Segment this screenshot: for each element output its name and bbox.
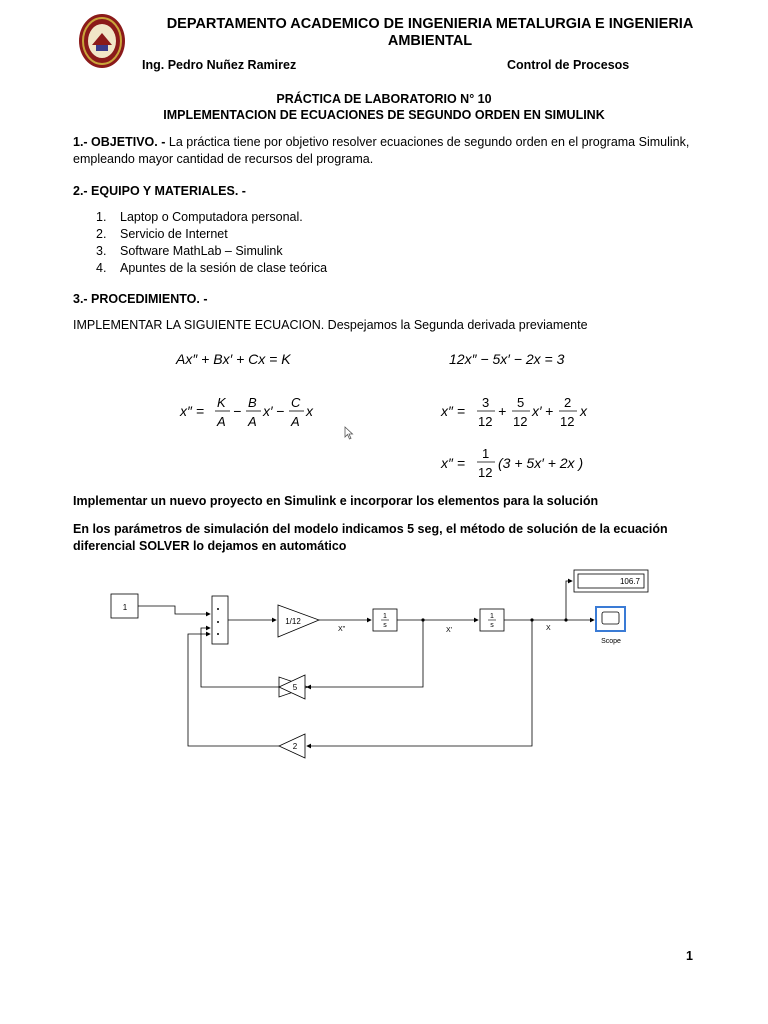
equipment-item [96, 226, 327, 243]
frac-3-den: 12 [478, 414, 493, 429]
equipment-item [96, 260, 327, 277]
plus-1: + [498, 403, 507, 419]
display-value: 106.7 [619, 577, 640, 586]
frac-k-num: K [217, 395, 226, 410]
gain-2-label: 2 [292, 742, 298, 751]
simulink-diagram [100, 562, 660, 762]
x-1: x [306, 403, 313, 419]
frac-2-den: 12 [560, 414, 575, 429]
equipment-item-number: 1. [96, 210, 107, 224]
sum-block[interactable] [212, 596, 228, 644]
frac-1-num: 1 [482, 446, 490, 461]
frac-2-num: 2 [564, 395, 572, 410]
frac-3-num: 3 [482, 395, 490, 410]
equipment-item-label: Software MathLab – Simulink [120, 244, 283, 258]
procedure-step-2a: En los parámetros de simulación del modelo indicamos 5 seg, el método de solución de la ecuación [73, 522, 668, 536]
equation-general: Ax″ + Bx′ + Cx = K [176, 351, 291, 367]
author-name: Ing. Pedro Nuñez Ramirez [142, 58, 297, 72]
objective-text-2: empleando mayor cantidad de recursos del programa. [73, 152, 374, 166]
equipment-heading: 2.- EQUIPO Y MATERIALES. - [73, 184, 246, 198]
frac-c-num: C [291, 395, 301, 410]
constant-value: 1 [122, 603, 128, 612]
equipment-item-number: 2. [96, 227, 107, 241]
header-title [130, 16, 730, 50]
equipment-item-number: 3. [96, 244, 107, 258]
signal-label-xpp: X" [338, 626, 346, 633]
frac-k-den: A [217, 414, 226, 429]
signal-label-x: X [546, 625, 551, 632]
equation-general-lhs: x″ = [180, 403, 205, 419]
equation-final-lhs: x″ = [441, 455, 466, 471]
header-line-2: AMBIENTAL [387, 33, 473, 49]
frac-5-den: 12 [513, 414, 528, 429]
gain-main-label: 1/12 [285, 617, 301, 626]
frac-b-num: B [248, 395, 257, 410]
equipment-item [96, 243, 327, 260]
frac-1-den: 12 [478, 465, 493, 480]
plus-2: + [545, 403, 554, 419]
equations-figure [170, 344, 610, 480]
equation-specific-lhs: x″ = [441, 403, 466, 419]
equation-final-rhs: (3 + 5x′ + 2x ) [498, 455, 584, 471]
header-line-1: DEPARTAMENTO ACADEMICO DE INGENIERIA METALURGIA E INGENIERIA [166, 16, 694, 32]
practice-title: PRÁCTICA DE LABORATORIO N° 10 [276, 92, 492, 106]
integrator-1-num: 1 [383, 613, 387, 620]
objective-heading: 1.- OBJETIVO. - [73, 135, 166, 149]
integrator-2-num: 1 [490, 613, 494, 620]
equation-specific: 12x″ − 5x′ − 2x = 3 [449, 351, 565, 367]
practice-subtitle: IMPLEMENTACION DE ECUACIONES DE SEGUNDO ORDEN EN SIMULINK [163, 108, 605, 122]
objective-text-1: La práctica tiene por objetivo resolver ecuaciones de segundo orden en el programa Simulink, [165, 135, 690, 149]
procedure-step-2b: diferencial SOLVER lo dejamos en automático [73, 539, 347, 553]
xprime-2: x′ [532, 403, 542, 419]
minus-1: − [233, 403, 242, 419]
x-2: x [580, 403, 587, 419]
gain-5-label: 5 [292, 683, 298, 692]
equipment-list [96, 209, 327, 277]
page-number: 1 [686, 949, 693, 963]
procedure-step-1: Implementar un nuevo proyecto en Simulink e incorporar los elementos para la solución [73, 494, 599, 508]
equipment-item-label: Apuntes de la sesión de clase teórica [120, 261, 328, 275]
scope-label: Scope [601, 638, 621, 645]
integrator-1-den: s [383, 622, 387, 629]
equipment-item-label: Servicio de Internet [120, 227, 228, 241]
xprime-1: x′ [263, 403, 273, 419]
frac-c-den: A [291, 414, 300, 429]
procedure-intro: IMPLEMENTAR LA SIGUIENTE ECUACION. Despejamos la Segunda derivada previamente [73, 318, 588, 332]
equipment-item [96, 209, 327, 226]
frac-b-den: A [248, 414, 257, 429]
procedure-step-2 [73, 521, 753, 555]
mouse-cursor-icon [344, 426, 354, 440]
course-name: Control de Procesos [507, 58, 630, 72]
integrator-2-den: s [490, 622, 494, 629]
procedure-heading: 3.- PROCEDIMIENTO. - [73, 292, 208, 306]
university-seal-logo [78, 13, 126, 69]
signal-label-xp: X' [446, 627, 453, 634]
equipment-item-label: Laptop o Computadora personal. [120, 210, 303, 224]
minus-2: − [276, 403, 285, 419]
equipment-item-number: 4. [96, 261, 107, 275]
objective-section [73, 134, 753, 168]
frac-5-num: 5 [517, 395, 525, 410]
